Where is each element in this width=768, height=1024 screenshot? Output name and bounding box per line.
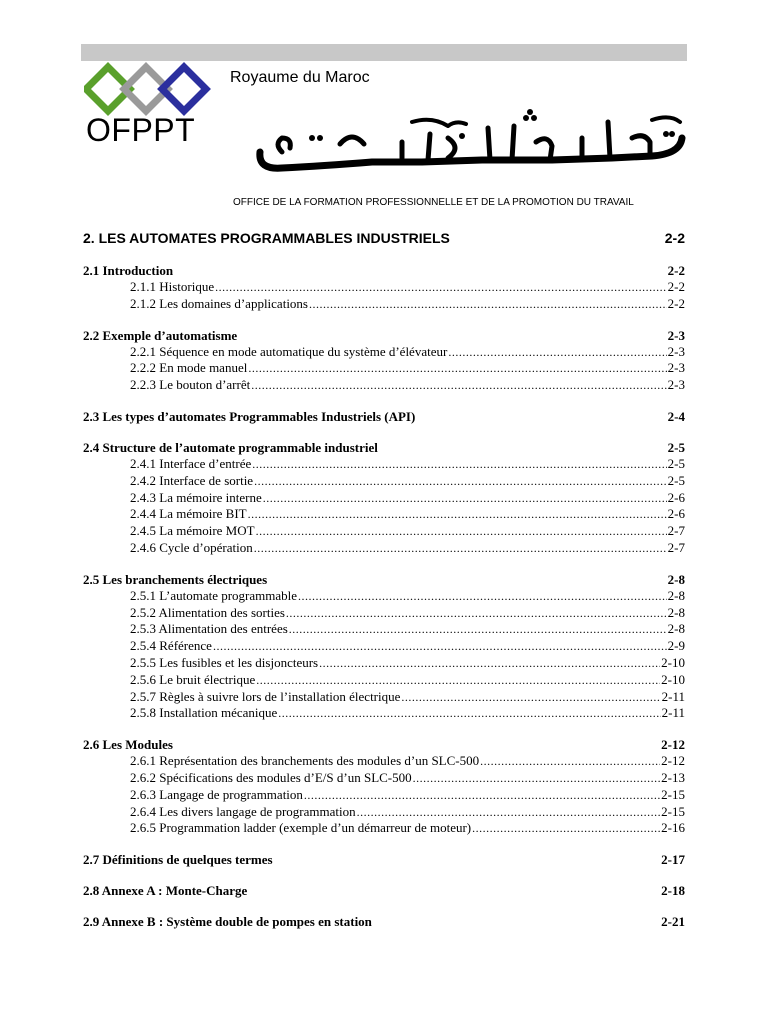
toc-entry[interactable] <box>83 621 685 638</box>
toc-entry-page: 2-2 <box>667 295 685 311</box>
toc-section-title: 2.6 Les Modules <box>83 737 173 753</box>
toc-entry[interactable] <box>83 753 685 770</box>
toc-entry[interactable] <box>83 804 685 821</box>
chapter-title: 2. LES AUTOMATES PROGRAMMABLES INDUSTRIELS <box>83 230 450 246</box>
toc-dot-leader <box>254 540 667 557</box>
toc-dot-leader <box>278 705 660 722</box>
toc-dot-leader <box>248 506 667 523</box>
toc-entry-page: 2-7 <box>667 523 685 539</box>
toc-entry-label: 2.6.4 Les divers langage de programmation <box>130 803 356 819</box>
toc-section-page: 2-5 <box>667 439 685 455</box>
toc-dot-leader <box>256 672 660 689</box>
toc-section-page: 2-17 <box>661 852 685 868</box>
toc-section-title: 2.5 Les branchements électriques <box>83 571 268 587</box>
chapter-page: 2-2 <box>664 230 685 246</box>
toc-entry[interactable] <box>83 540 685 557</box>
toc-section <box>83 571 685 722</box>
toc-dot-leader <box>215 279 667 296</box>
toc-dot-leader <box>304 787 660 804</box>
toc-entry-label: 2.2.1 Séquence en mode automatique du système d’élévateur <box>130 343 448 359</box>
toc-dot-leader <box>252 456 666 473</box>
toc-entry-label: 2.6.5 Programmation ladder (exemple d’un démarreur de moteur) <box>130 820 472 836</box>
toc-entry-label: 2.5.3 Alimentation des entrées <box>130 621 288 637</box>
toc-dot-leader <box>357 804 661 821</box>
toc-entry-page: 2-3 <box>667 377 685 393</box>
toc-dot-leader <box>413 770 661 787</box>
toc-section-heading[interactable] <box>83 736 685 753</box>
arabic-calligraphy-slogan <box>252 108 688 180</box>
toc-entry[interactable] <box>83 689 685 706</box>
toc-dot-leader <box>251 377 666 394</box>
toc-entry[interactable] <box>83 377 685 394</box>
toc-dot-leader <box>289 621 667 638</box>
toc-entry-label: 2.1.1 Historique <box>130 279 215 294</box>
toc-entry-label: 2.4.6 Cycle d’opération <box>130 539 253 555</box>
toc-dot-leader <box>448 344 666 361</box>
toc-entry[interactable] <box>83 344 685 361</box>
toc-section-page: 2-8 <box>667 571 685 587</box>
org-acronym: OFPPT <box>86 112 196 148</box>
toc-dot-leader <box>248 360 666 377</box>
toc-section <box>83 327 685 394</box>
toc-entry-label: 2.1.2 Les domaines d’applications <box>130 295 308 311</box>
toc-section <box>83 736 685 837</box>
toc-dot-leader <box>213 638 667 655</box>
toc-section-heading[interactable] <box>83 327 685 344</box>
toc-entry-page: 2-5 <box>667 455 685 471</box>
toc-entry-page: 2-3 <box>667 360 685 376</box>
toc-section-title: 2.8 Annexe A : Monte-Charge <box>83 883 248 899</box>
toc-entry-page: 2-11 <box>661 688 685 704</box>
toc-entry-label: 2.4.5 La mémoire MOT <box>130 523 255 539</box>
toc-entry-page: 2-16 <box>661 820 685 836</box>
toc-section-title: 2.4 Structure de l’automate programmable industriel <box>83 439 378 455</box>
toc-section-title: 2.7 Définitions de quelques termes <box>83 852 273 868</box>
toc-entry[interactable] <box>83 473 685 490</box>
toc-section-heading[interactable] <box>83 851 685 868</box>
toc-dot-leader <box>401 689 660 706</box>
toc-entry[interactable] <box>83 506 685 523</box>
toc-section <box>83 851 685 868</box>
toc-section-page: 2-4 <box>667 408 685 424</box>
toc-section-heading[interactable] <box>83 408 685 425</box>
header-bar <box>81 44 687 61</box>
toc-entry-label: 2.5.7 Règles à suivre lors de l’installation électrique <box>130 688 401 704</box>
toc-section <box>83 913 685 930</box>
toc-section-heading[interactable] <box>83 262 685 279</box>
toc-section-page: 2-21 <box>661 914 685 930</box>
toc-entry-page: 2-8 <box>667 621 685 637</box>
office-name: OFFICE DE LA FORMATION PROFESSIONNELLE ET DE LA PROMOTION DU TRAVAIL <box>233 197 634 208</box>
toc-entry[interactable] <box>83 490 685 507</box>
toc-entry-page: 2-12 <box>661 753 685 769</box>
toc-entry-label: 2.5.1 L’automate programmable <box>130 587 298 603</box>
toc-section-page: 2-2 <box>667 263 685 278</box>
toc-entry[interactable] <box>83 523 685 540</box>
toc-section <box>83 408 685 425</box>
toc-entry-page: 2-10 <box>661 654 685 670</box>
toc-entry[interactable] <box>83 279 685 296</box>
toc-entry-label: 2.4.2 Interface de sortie <box>130 472 254 488</box>
toc-section-heading[interactable] <box>83 913 685 930</box>
toc-entry[interactable] <box>83 770 685 787</box>
toc-section-page: 2-12 <box>661 737 685 753</box>
toc-entry[interactable] <box>83 672 685 689</box>
toc-entry[interactable] <box>83 787 685 804</box>
toc-entry[interactable] <box>83 588 685 605</box>
toc-entry[interactable] <box>83 296 685 313</box>
toc-entry-page: 2-8 <box>667 587 685 603</box>
toc-entry-label: 2.4.1 Interface d’entrée <box>130 455 252 471</box>
toc-dot-leader <box>309 296 667 313</box>
toc-section-heading[interactable] <box>83 882 685 899</box>
toc-entry[interactable] <box>83 605 685 622</box>
toc-entry-label: 2.5.5 Les fusibles et les disjoncteurs <box>130 654 319 670</box>
toc-entry-label: 2.2.2 En mode manuel <box>130 360 248 376</box>
toc-entry-page: 2-13 <box>661 769 685 785</box>
toc-entry-label: 2.6.2 Spécifications des modules d’E/S d’un SLC-500 <box>130 769 412 785</box>
toc-entry[interactable] <box>83 456 685 473</box>
toc-dot-leader <box>286 605 667 622</box>
toc-entry[interactable] <box>83 638 685 655</box>
toc-section-title: 2.3 Les types d’automates Programmables Industriels (API) <box>83 408 416 424</box>
toc-section-heading[interactable] <box>83 439 685 456</box>
toc-entry-page: 2-11 <box>661 705 685 721</box>
toc-entry-label: 2.6.3 Langage de programmation <box>130 786 303 802</box>
toc-dot-leader <box>472 820 660 837</box>
toc-entry-page: 2-3 <box>667 343 685 359</box>
toc-entry-label: 2.5.2 Alimentation des sorties <box>130 604 285 620</box>
toc-section-heading[interactable] <box>83 571 685 588</box>
toc-entry-page: 2-10 <box>661 671 685 687</box>
toc-entry-page: 2-5 <box>667 472 685 488</box>
toc-dot-leader <box>480 753 660 770</box>
toc-entry-page: 2-9 <box>667 638 685 654</box>
toc-entry-page: 2-2 <box>667 279 685 294</box>
ofppt-logo <box>84 62 214 116</box>
toc-entry-page: 2-7 <box>667 539 685 555</box>
toc-dot-leader <box>256 523 667 540</box>
toc-entry-label: 2.6.1 Représentation des branchements des modules d’un SLC-500 <box>130 753 480 769</box>
toc-entry-label: 2.5.6 Le bruit électrique <box>130 671 256 687</box>
country-name: Royaume du Maroc <box>230 69 370 86</box>
toc-dot-leader <box>254 473 667 490</box>
toc-entry-label: 2.2.3 Le bouton d’arrêt <box>130 377 251 393</box>
toc-section <box>83 882 685 899</box>
toc-entry-page: 2-6 <box>667 506 685 522</box>
toc-section-title: 2.1 Introduction <box>83 263 174 278</box>
toc-entry-label: 2.5.4 Référence <box>130 638 212 654</box>
toc-entry-page: 2-6 <box>667 489 685 505</box>
chapter-heading <box>83 229 685 247</box>
toc-entry[interactable] <box>83 705 685 722</box>
toc-dot-leader <box>319 655 660 672</box>
toc-section <box>83 262 685 313</box>
toc-section <box>83 439 685 557</box>
toc-entry[interactable] <box>83 360 685 377</box>
toc-section-page: 2-3 <box>667 327 685 343</box>
toc-dot-leader <box>263 490 667 507</box>
toc-entry-page: 2-15 <box>661 786 685 802</box>
toc-section-title: 2.2 Exemple d’automatisme <box>83 327 238 343</box>
toc-entry-label: 2.4.3 La mémoire interne <box>130 489 262 505</box>
toc-entry-page: 2-8 <box>667 604 685 620</box>
toc-section-page: 2-18 <box>661 883 685 899</box>
table-of-contents <box>83 262 685 944</box>
toc-section-title: 2.9 Annexe B : Système double de pompes en station <box>83 914 372 930</box>
toc-entry-page: 2-15 <box>661 803 685 819</box>
toc-entry[interactable] <box>83 820 685 837</box>
toc-entry-label: 2.5.8 Installation mécanique <box>130 705 278 721</box>
toc-dot-leader <box>298 588 667 605</box>
toc-entry-label: 2.4.4 La mémoire BIT <box>130 506 247 522</box>
toc-entry[interactable] <box>83 655 685 672</box>
